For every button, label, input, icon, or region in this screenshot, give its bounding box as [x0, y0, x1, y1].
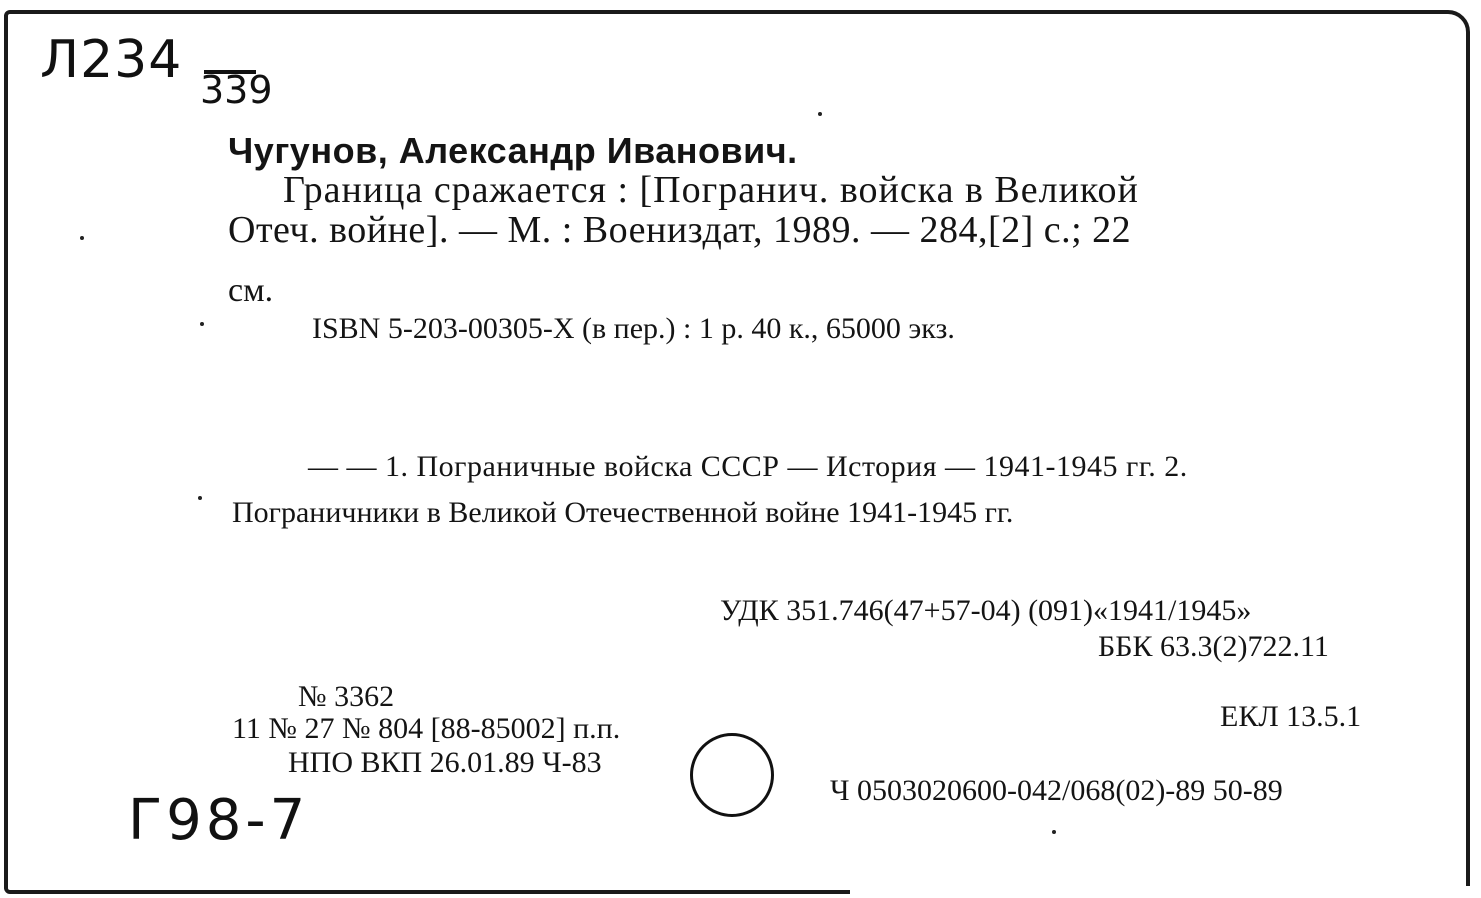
udk-index: УДК 351.746(47+57-04) (091)«1941/1945»	[720, 594, 1252, 627]
ink-speck	[198, 496, 202, 500]
subject-headings-line-2: Пограничники в Великой Отечественной войне 1941-1945 гг.	[232, 496, 1014, 529]
author-heading: Чугунов, Александр Иванович.	[228, 130, 798, 171]
ink-speck	[200, 322, 204, 326]
isbn-line: ISBN 5-203-00305-X (в пер.) : 1 р. 40 к., 65000 экз.	[312, 312, 955, 345]
ekl-index: ЕКЛ 13.5.1	[1220, 700, 1362, 733]
shelf-mark-sub: 339	[200, 68, 273, 112]
bbk-index: ББК 63.3(2)722.11	[1098, 630, 1329, 663]
inventory-mark: Г98-7	[128, 788, 310, 853]
ink-speck	[80, 236, 84, 240]
ink-speck	[818, 112, 822, 116]
order-number: № 3362	[298, 680, 395, 713]
ink-speck	[1052, 830, 1056, 834]
title-line-2: Отеч. войне]. — М. : Воениздат, 1989. — 284,[2] с.; 22	[228, 209, 1132, 251]
title-line-1: Граница сражается : [Погранич. войска в Великой	[283, 169, 1139, 211]
order-details: 11 № 27 № 804 [88-85002] п.п.	[232, 712, 621, 745]
title-line-3: см.	[228, 272, 274, 309]
print-code: Ч 0503020600-042/068(02)-89 50-89	[830, 774, 1283, 807]
printer-info: НПО ВКП 26.01.89 Ч-83	[288, 746, 602, 779]
punch-hole	[690, 733, 774, 817]
subject-headings-line-1: — — 1. Пограничные войска СССР — История — 1941-1945 гг. 2.	[308, 450, 1188, 483]
shelf-mark: Л234	[40, 30, 183, 90]
card-edge-gap	[850, 886, 1481, 898]
